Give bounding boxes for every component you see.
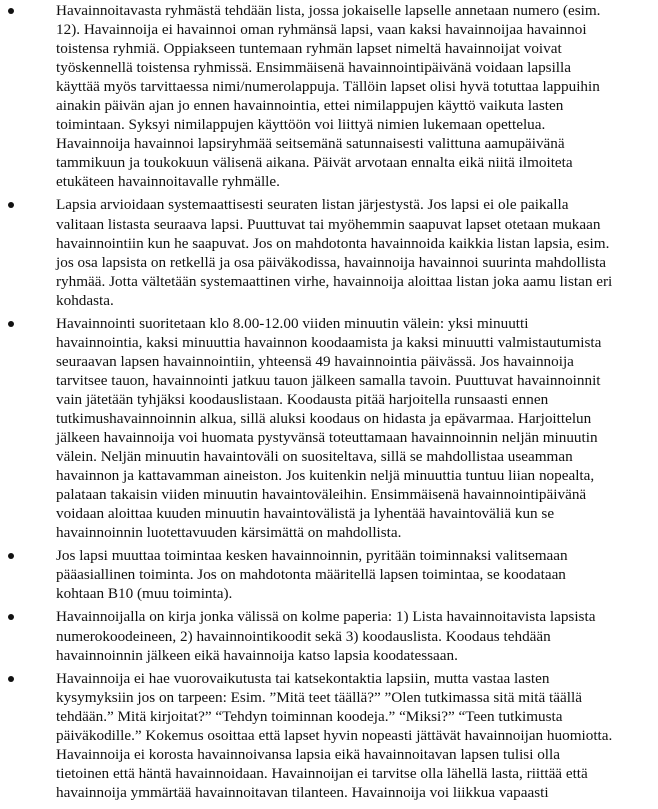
text-line: ryhmää. Jotta vältetään systemaattinen virhe, havainnoija aloittaa listan joka aamu listan eri [56,272,613,290]
list-item [8,546,654,603]
text-line: Havainnointi suoritetaan klo 8.00-12.00 viiden minuutin välein: yksi minuutti [56,314,529,332]
text-line: Havainnoija ei hae vuorovaikutusta tai katsekontaktia lapsiin, mutta vastaa lasten [56,669,550,687]
text-line: havainnon ja kattavamman aineiston. Jos kuitenkin neljä minuuttia tuntuu liian nopealta, [56,467,595,485]
text-line: Havainnoijalla on kirja jonka välissä on kolme paperia: 1) Lista havainnoitavista lapsista [56,608,596,626]
bullet-list [8,1,654,806]
text-line: toimintaan. Syksyi nimilappujen käyttöön voi liittyä nimien lukemaan opettelua. [56,116,546,134]
list-item [8,1,654,191]
text-line: työskennellä toistensa ryhmissä. Ensimmäisenä havainnointipäivänä voidaan lapsilla [56,59,571,77]
text-line: pääasiallinen toiminta. Jos on mahdotonta määritellä lapsen toimintaa, se koodataan [56,566,566,584]
text-line: jos osa lapsista on retkellä ja osa päiväkodissa, havainnoija havainnoi suurinta mahdollista [56,253,606,271]
text-line: tammikuun ja toukokuun välisenä aikana. Päivät arvotaan ennalta eikä niitä ilmoiteta [56,154,573,172]
text-line: havainnoinnin jälkeen eikä havainnoija katso lapsia koodatessaan. [56,646,458,664]
text-line: tarvitsee tauon, havainnointi jatkuu tauon jälkeen samalla tavoin. Puuttuvat havainnoinnit [56,371,601,389]
text-line: Havainnoija havainnoi lapsiryhmää seitsemänä satunnaisesti valittuna aamupäivänä [56,135,565,153]
text-line: tietoinen että häntä havainnoidaan. Havainnoijan ei tarvitse olla lähellä lasta, riittää että [56,764,588,782]
text-line: kohtaan B10 (muu toiminta). [56,585,233,603]
text-line: numerokoodeineen, 2) havainnointikoodit sekä 3) koodauslista. Koodaus tehdään [56,627,551,645]
text-line: välein. Neljän minuutin havaintoväli on suositeltava, sillä se mahdollistaa useamman [56,448,573,466]
text-line: vain jätetään tyhjäksi koodauslistaan. Koodausta pitää harjoitella runsaasti ennen [56,390,549,408]
text-line: seuraavan lapsen havainnointiin, yhteensä 49 havainnointia päivässä. Jos havainnoija [56,352,574,370]
bullet-icon [8,321,14,327]
text-line: voidaan aloittaa kuuden minuutin havaintovälistä ja lyhentää havaintoväliä kun se [56,505,555,523]
text-line: 12). Havainnoija ei havainnoi oman ryhmänsä lapsi, vaan kaksi havainnoijaa havainnoi [56,21,587,39]
text-line: valitaan listasta seuraava lapsi. Puuttuvat tai myöhemmin saapuvat lapset otetaan mukaan [56,215,601,233]
bullet-icon [8,553,14,559]
list-item [8,607,654,664]
text-line: havainnointia, kaksi minuuttia havainnon koodaamista ja kaksi minuutti valmistautumista [56,333,602,351]
text-line: havainnoinnin luotettavuuden kärsimättä on mahdollista. [56,524,402,542]
text-line: ainakin päivän ajan jo ennen havainnointia, ettei nimilappujen käyttö vaikuta lasten [56,97,564,115]
text-line: Lapsia arvioidaan systemaattisesti seuraten listan järjestystä. Jos lapsi ei ole paikalla [56,196,569,214]
text-line: kysymyksiin jos on tarpeen: Esim. ”Mitä teet täällä?” ”Olen tutkimassa sitä mitä täällä [56,688,582,706]
text-line: havainnointiin kun he saapuvat. Jos on mahdotonta havainnoida kaikkia listan lapsia, esim. [56,234,610,252]
text-line: päiväkodille.” Kokemus osoittaa että lapset hyvin nopeasti jättävät havainnoijan huomiotta. [56,726,613,744]
list-item [8,195,654,309]
bullet-icon [8,8,14,14]
bullet-icon [8,614,14,620]
text-line: Jos lapsi muuttaa toimintaa kesken havainnoinnin, pyritään toiminnaksi valitsemaan [56,547,568,565]
text-line: tutkimushavainnoinnin alkua, sillä aluksi koodaus on hidasta ja epävarmaa. Harjoittelun [56,409,592,427]
text-line: kohdasta. [56,291,114,309]
text-line: jälkeen havainnoija voi huomata pystyvänsä toteuttamaan havainnoinnin neljän minuutin [56,429,598,447]
list-item [8,314,654,543]
text-line: Havainnoija ei korosta havainnoivansa lapsia eikä havainnoitavan lapsen tulisi olla [56,745,560,763]
text-line: etukäteen havainnoitavalle ryhmälle. [56,173,280,191]
text-line: toistensa ryhmiä. Oppiakseen tuntemaan ryhmän lapset nimeltä havainnoijat voivat [56,40,562,58]
list-item [8,669,654,802]
text-line: palataan takaisin viiden minuutin havaintoväleihin. Ensimmäisenä havainnointipäivänä [56,486,587,504]
text-line: havainnoija ymmärtää havainnoitavan tilanteen. Havainnoija voi liikkua vapaasti [56,783,549,801]
text-line: käyttää myös tarvittaessa nimi/numerolappuja. Tällöin lapset olisi hyvä totuttaa lappuihin [56,78,600,96]
text-line: Havainnoitavasta ryhmästä tehdään lista, jossa jokaiselle lapselle annetaan numero (esim. [56,2,601,19]
text-line: tehdään.” Mitä kirjoitat?” “Tehdyn toiminnan koodeja.” “Miksi?” “Teen tutkimusta [56,707,563,725]
bullet-icon [8,202,14,208]
bullet-icon [8,676,14,682]
